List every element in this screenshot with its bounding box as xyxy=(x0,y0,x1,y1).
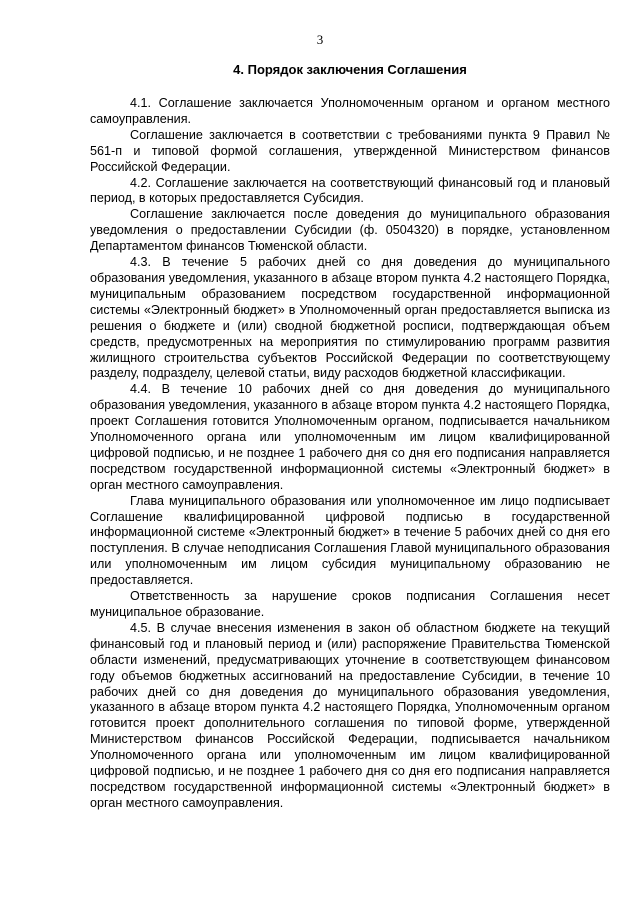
paragraph-4-4-signing: Глава муниципального образования или уполномоченное им лицо подписывает Соглашение квалифицированной цифровой подписью в государственной информационной системе «Электронный бюджет» в течение 5 рабочих дней со дня его поступления. В случае неподписания Соглашения Главой муниципального образования или уполномоченным им лицом субсидия муниципальному образованию не предоставляется. xyxy=(90,493,610,588)
paragraph-4-2: 4.2. Соглашение заключается на соответствующий финансовый год и плановый период, в которых предоставляется Субсидия. xyxy=(90,175,610,206)
paragraph-4-1-conditions: Соглашение заключается в соответствии с требованиями пункта 9 Правил № 561-п и типовой формой соглашения, утвержденной Министерством финансов Российской Федерации. xyxy=(90,127,610,174)
paragraph-4-1: 4.1. Соглашение заключается Уполномоченным органом и органом местного самоуправления. xyxy=(90,96,610,126)
page-number: 3 xyxy=(316,32,324,47)
paragraph-4-4-responsibility: Ответственность за нарушение сроков подписания Соглашения несет муниципальное образование. xyxy=(90,589,610,619)
section-title: 4. Порядок заключения Соглашения xyxy=(233,62,467,77)
paragraph-4-2-notification: Соглашение заключается после доведения до муниципального образования уведомления о предоставлении Субсидии (ф. 0504320) в порядке, установленном Департаментом финансов Тюменской области. xyxy=(90,207,610,254)
paragraph-4-5: 4.5. В случае внесения изменения в закон об областном бюджете на текущий финансовый год и плановый период и (или) распоряжение Правительства Тюменской области изменений, предусматривающих уточнение в соответствующем финансовом году объемов бюджетных ассигнований на предоставление Субсидии, в течение 10 рабочих дней со дня доведения до муниципального образования уведомления, указанного в абзаце втором пункта 4.2 настоящего Порядка, Уполномоченным органом готовится проект дополнительного соглашения по типовой форме, утвержденной Министерством финансов Российской Федерации, подписывается начальником Уполномоченного органа или уполномоченным им лицом квалифицированной цифровой подписью, и не позднее 1 рабочего дня со дня его подписания направляется посредством государственной информационной системы «Электронный бюджет» в орган местного самоуправления. xyxy=(90,620,610,810)
paragraph-4-3: 4.3. В течение 5 рабочих дней со дня доведения до муниципального образования уведомления, указанного в абзаце втором пункта 4.2 настоящего Порядка, муниципальным образованием посредством государственной информационной системы «Электронный бюджет» в Уполномоченный орган предоставляется выписка из решения о бюджете и (или) сводной бюджетной росписи, подтверждающая объем средств, предусмотренных на мероприятия по стимулированию программ развития жилищного строительства субъектов Российской Федерации по соответствующему разделу, подразделу, целевой статьи, виду расходов бюджетной классификации. xyxy=(90,255,610,381)
section-body xyxy=(90,96,610,812)
paragraph-4-4: 4.4. В течение 10 рабочих дней со дня доведения до муниципального образования уведомления, указанного в абзаце втором пункта 4.2 настоящего Порядка, проект Соглашения готовится Уполномоченным органом, подписывается начальником Уполномоченного органа или уполномоченным им лицом квалифицированной цифровой подписью, и не позднее 1 рабочего дня со дня его подписания направляется посредством государственной информационной системы «Электронный бюджет» в орган местного самоуправления. xyxy=(90,382,610,492)
